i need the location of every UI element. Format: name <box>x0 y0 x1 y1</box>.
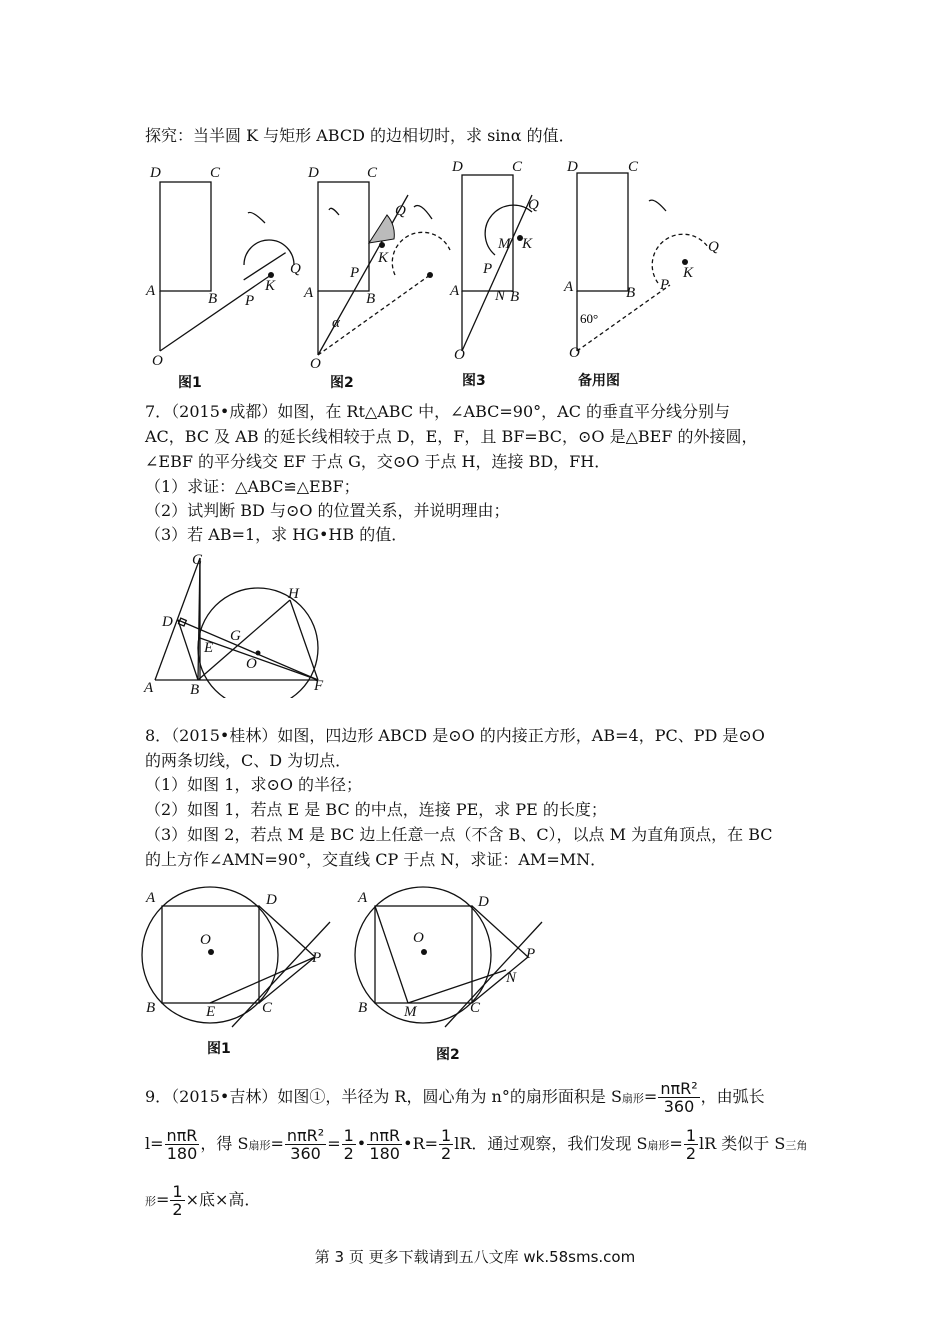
svg-text:N: N <box>495 288 506 304</box>
q8-line-3: （1）如图 1，求⊙O 的半径； <box>145 775 363 794</box>
figure-q8 <box>140 882 560 1032</box>
svg-text:B: B <box>190 682 200 698</box>
sub-sector: 扇形 <box>647 1139 670 1152</box>
svg-text:B: B <box>510 289 520 305</box>
frac-num: 1 <box>343 1126 354 1145</box>
svg-text:M: M <box>404 1004 417 1020</box>
equals: = <box>643 1087 658 1106</box>
sub-sector: 扇形 <box>248 1139 271 1152</box>
q9-line-2 <box>145 1124 807 1166</box>
svg-text:D: D <box>162 614 173 630</box>
figure-row-rectangle-semicircle <box>140 155 740 395</box>
svg-text:D: D <box>452 159 463 175</box>
frac-num: nπR <box>369 1126 401 1145</box>
text-r: R= <box>412 1134 439 1153</box>
q9-line-1 <box>145 1078 765 1118</box>
frac-den: 2 <box>685 1144 697 1163</box>
alpha-label: α <box>332 315 340 331</box>
frac-num: nπR² <box>286 1126 325 1145</box>
arc-length-l: l= <box>145 1134 164 1153</box>
fraction-area <box>658 1080 699 1115</box>
svg-text:C: C <box>262 1000 273 1016</box>
svg-text:K: K <box>378 250 389 266</box>
frac-num: nπR <box>166 1126 198 1145</box>
svg-text:C: C <box>512 159 523 175</box>
text-de-s: ，得 S <box>200 1134 249 1153</box>
svg-text:Q: Q <box>528 197 539 213</box>
svg-text:P: P <box>483 261 493 277</box>
svg-text:A: A <box>144 680 154 696</box>
q9-line-3 <box>145 1180 260 1222</box>
frac-den: 2 <box>441 1144 452 1163</box>
svg-text:N: N <box>506 970 517 986</box>
q7-line-2: AC，BC 及 AB 的延长线相较于点 D，E，F，且 BF=BC，⊙O 是△BEF 的外接圆， <box>145 427 758 446</box>
svg-text:E: E <box>206 1004 216 1020</box>
svg-text:A: A <box>564 279 574 295</box>
fig-label-2: 图2 <box>330 375 354 391</box>
svg-text:C: C <box>192 552 203 568</box>
svg-text:K: K <box>265 278 276 294</box>
svg-text:H: H <box>288 586 299 602</box>
angle-60-label: 60° <box>580 311 599 326</box>
fraction-arc <box>165 1127 200 1162</box>
svg-text:D: D <box>478 894 489 910</box>
svg-text:C: C <box>628 159 639 175</box>
svg-text:O: O <box>413 930 424 946</box>
equals: = <box>156 1190 170 1209</box>
q9-arc-text: ，由弧长 <box>700 1087 765 1106</box>
frac-den: 360 <box>290 1144 321 1163</box>
frac-den: 2 <box>343 1144 354 1163</box>
text-observe: lR．通过观察，我们发现 S <box>454 1134 648 1153</box>
page-footer: 第 3 页 更多下载请到五八文库 wk.58sms.com <box>314 1248 636 1266</box>
sub-triangle-1: 三角 <box>785 1139 808 1152</box>
svg-text:D: D <box>308 165 319 181</box>
q7-line-5: （2）试判断 BD 与⊙O 的位置关系，并说明理由； <box>145 501 510 520</box>
q8-fig-label-2: 图2 <box>436 1047 460 1063</box>
svg-text:O: O <box>200 932 211 948</box>
frac-num: 1 <box>172 1182 183 1201</box>
q8-line-4: （2）如图 1，若点 E 是 BC 的中点，连接 PE，求 PE 的长度； <box>145 800 607 819</box>
q7-line-4: （1）求证：△ABC≌△EBF； <box>145 477 360 496</box>
equals: = <box>327 1134 341 1153</box>
q8-fig-label-1: 图1 <box>207 1041 231 1057</box>
fraction-half-2 <box>439 1127 453 1162</box>
svg-text:O: O <box>152 353 163 369</box>
frac-num: 1 <box>685 1126 697 1145</box>
frac-den: 180 <box>166 1144 198 1163</box>
sub-triangle-2: 形 <box>145 1195 156 1208</box>
svg-text:A: A <box>358 890 368 906</box>
q8-line-5: （3）如图 2，若点 M 是 BC 边上任意一点（不含 B、C），以点 M 为直角顶点，在 BC <box>145 825 773 844</box>
svg-text:P: P <box>312 950 322 966</box>
fig-label-backup: 备用图 <box>578 373 620 389</box>
svg-text:F: F <box>314 678 324 694</box>
q8-line-6: 的上方作∠AMN=90°，交直线 CP 于点 N，求证：AM=MN． <box>145 850 607 869</box>
fig-label-1: 图1 <box>178 375 202 391</box>
svg-text:Q: Q <box>290 261 301 277</box>
fraction-half-3 <box>684 1127 698 1162</box>
svg-text:D: D <box>150 165 161 181</box>
text-similar: lR 类似于 S <box>699 1134 786 1153</box>
svg-text:M: M <box>498 236 511 252</box>
svg-text:P: P <box>245 293 255 309</box>
fraction-area-2 <box>285 1127 326 1162</box>
q7-line-6: （3）若 AB=1，求 HG•HB 的值． <box>145 525 408 544</box>
q8-line-2: 的两条切线，C、D 为切点． <box>145 751 352 770</box>
svg-text:P: P <box>660 277 670 293</box>
svg-text:G: G <box>230 628 241 644</box>
svg-text:B: B <box>366 291 376 307</box>
svg-text:C: C <box>367 165 378 181</box>
svg-text:O: O <box>454 347 465 363</box>
svg-text:K: K <box>522 236 533 252</box>
svg-text:Q: Q <box>395 203 406 219</box>
svg-text:D: D <box>567 159 578 175</box>
frac-den: 180 <box>369 1144 400 1163</box>
svg-text:B: B <box>146 1000 156 1016</box>
dot: • <box>356 1134 367 1153</box>
svg-text:P: P <box>526 946 536 962</box>
svg-text:A: A <box>450 283 460 299</box>
frac-den: 360 <box>663 1097 695 1116</box>
svg-text:P: P <box>350 265 360 281</box>
svg-text:A: A <box>304 285 314 301</box>
q7-line-1: 7．（2015•成都）如图，在 Rt△ABC 中，∠ABC=90°，AC 的垂直平分线分别与 <box>145 402 731 421</box>
q7-line-3: ∠EBF 的平分线交 EF 于点 G，交⊙O 于点 H，连接 BD，FH． <box>145 452 611 471</box>
svg-text:B: B <box>358 1000 368 1016</box>
svg-text:B: B <box>208 291 218 307</box>
svg-text:A: A <box>146 283 156 299</box>
svg-text:E: E <box>204 640 214 656</box>
frac-den: 2 <box>172 1200 183 1219</box>
svg-text:K: K <box>683 265 694 281</box>
figure-q7 <box>140 548 340 698</box>
svg-text:O: O <box>310 356 321 372</box>
equals: = <box>669 1134 683 1153</box>
fraction-half-4 <box>170 1183 184 1218</box>
svg-text:A: A <box>146 890 156 906</box>
fig-label-3: 图3 <box>462 373 486 389</box>
q8-line-1: 8．（2015•桂林）如图，四边形 ABCD 是⊙O 的内接正方形，AB=4，PC、PD 是⊙O <box>145 726 765 745</box>
dot: • <box>403 1134 413 1153</box>
svg-text:C: C <box>470 1000 481 1016</box>
sub-sector: 扇形 <box>621 1092 644 1105</box>
svg-text:C: C <box>210 165 221 181</box>
svg-text:O: O <box>246 656 257 672</box>
svg-text:O: O <box>569 345 580 361</box>
frac-num: nπR² <box>660 1079 698 1098</box>
svg-text:D: D <box>266 892 277 908</box>
svg-text:B: B <box>626 285 636 301</box>
fraction-arc-2 <box>367 1127 402 1162</box>
fraction-half <box>342 1127 356 1162</box>
svg-text:Q: Q <box>708 239 719 255</box>
frac-num: 1 <box>441 1126 452 1145</box>
explore-text: 探究：当半圆 K 与矩形 ABCD 的边相切时，求 sinα 的值． <box>145 126 575 145</box>
equals: = <box>270 1134 284 1153</box>
q9-intro: 9．（2015•吉林）如图①，半径为 R，圆心角为 n°的扇形面积是 S <box>145 1087 622 1106</box>
text-base-height: ×底×高． <box>185 1190 261 1209</box>
